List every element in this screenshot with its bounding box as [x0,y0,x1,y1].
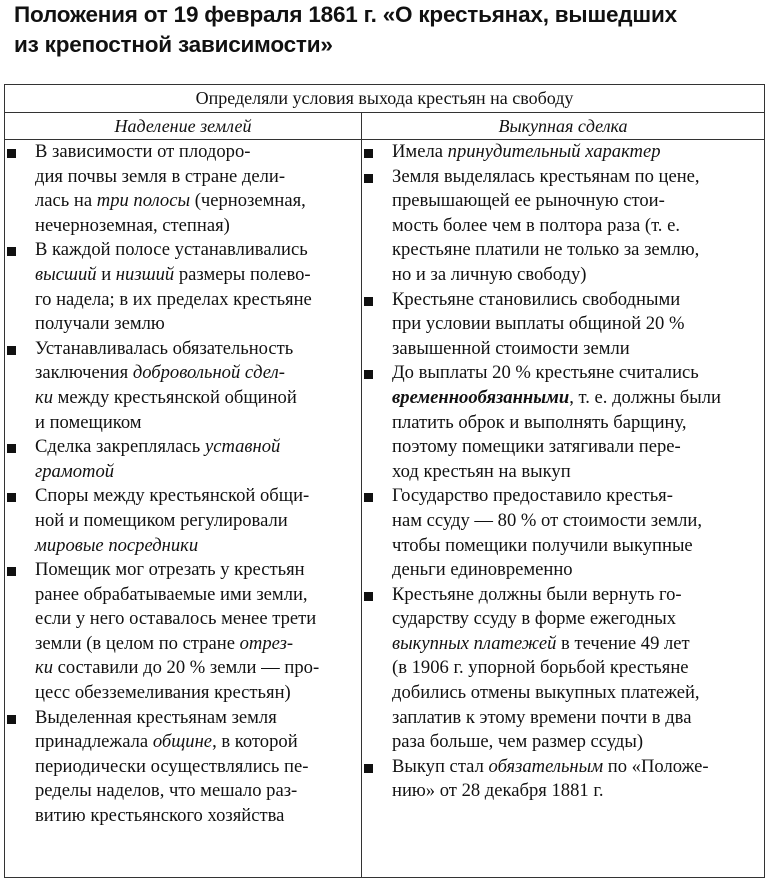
table-header: Определяли условия выхода крестьян на свободу [5,85,765,113]
list-item: Споры между крестьянской общи- ной и помещиком регулировали мировые посредники [5,484,361,558]
land-allotment-list [5,140,361,829]
redemption-deal-cell [362,140,765,878]
list-item: Государство предоставило крестья- нам ссуду — 80 % от стоимости земли, чтобы помещики получили выкупные деньги единовременно [362,484,764,582]
land-allotment-cell [5,140,362,878]
redemption-deal-list [362,140,764,804]
list-item: В зависимости от плодоро- дия почвы земля в стране дели- лась на три полосы (черноземная, нечерноземная, степная) [5,140,361,238]
column-header-land-allotment: Наделение землей [5,113,362,140]
list-item: Выделенная крестьянам земля принадлежала общине, в которой периодически осуществлялись пе- ределы наделов, что мешало раз- витию крестьянского хозяйства [5,706,361,829]
page-title [14,0,754,60]
column-header-redemption-deal: Выкупная сделка [362,113,765,140]
list-item: Выкуп стал обязательным по «Положе- нию» от 28 декабря 1881 г. [362,755,764,804]
list-item: Имела принудительный характер [362,140,764,165]
list-item: Сделка закреплялась уставной грамотой [5,435,361,484]
list-item: Крестьяне должны были вернуть го- сударству ссуду в форме ежегодных выкупных платежей в течение 49 лет (в 1906 г. упорной борьбой крестьяне добились отмены выкупных платежей, заплатив к этому времени почти в два раза больше, чем размер ссуды) [362,583,764,755]
list-item: Помещик мог отрезать у крестьян ранее обрабатываемые ими земли, если у него оставалось менее трети земли (в целом по стране отрез- ки составили до 20 % земли — про- цесс обезземеливания крестьян) [5,558,361,706]
list-item: Крестьяне становились свободными при условии выплаты общиной 20 % завышенной стоимости земли [362,288,764,362]
list-item: Устанавливалась обязательность заключения добровольной сдел- ки между крестьянской общиной и помещиком [5,337,361,435]
list-item: Земля выделялась крестьянам по цене, превышающей ее рыночную стои- мость более чем в полтора раза (т. е. крестьяне платили не только за землю, но и за личную свободу) [362,165,764,288]
conditions-table [4,84,765,878]
title-line-2: из крепостной зависимости» [14,32,333,57]
list-item: В каждой полосе устанавливались высший и низший размеры полево- го надела; в их пределах крестьяне получали землю [5,238,361,336]
list-item: До выплаты 20 % крестьяне считались временнообязанными, т. е. должны были платить оброк и выполнять барщину, поэтому помещики затягивали пере- ход крестьян на выкуп [362,361,764,484]
title-line-1: Положения от 19 февраля 1861 г. «О крестьянах, вышедших [14,2,677,27]
